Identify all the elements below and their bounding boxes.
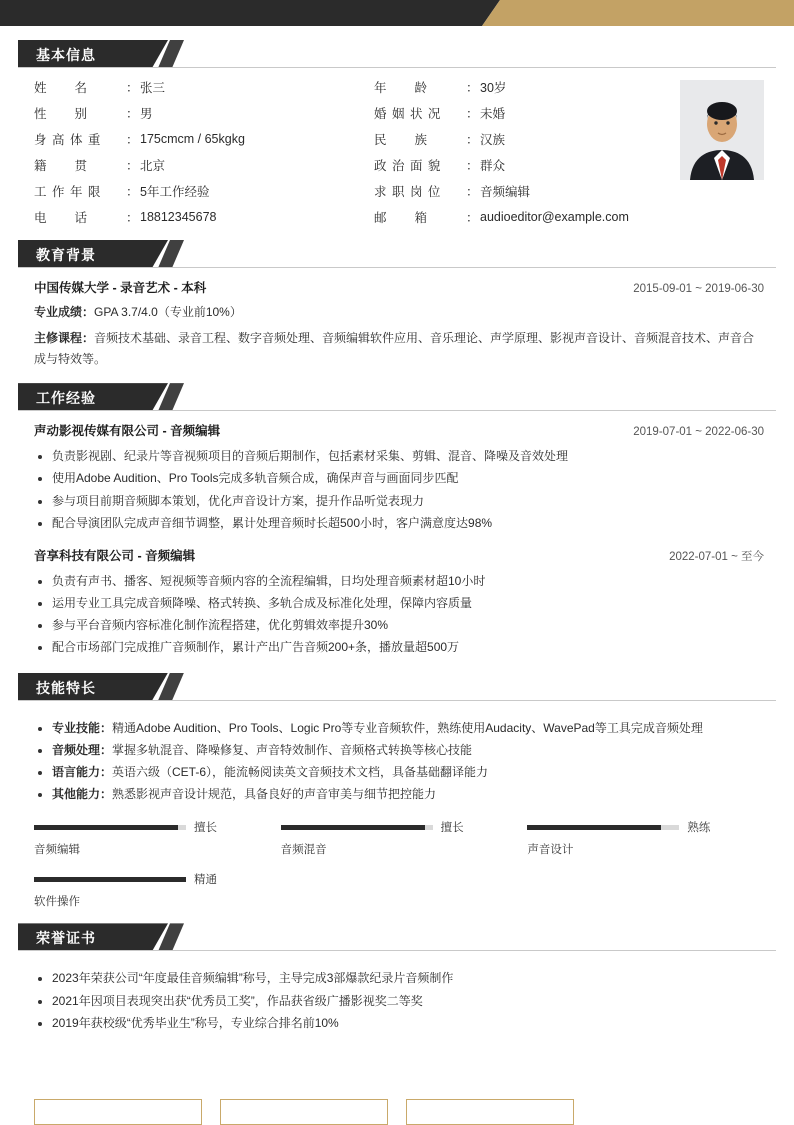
skill-bar-item [281,819,518,857]
info-label: 求 职 岗 位 [374,185,442,199]
info-colon: ： [466,159,479,173]
info-colon: ： [466,81,479,95]
list-item: • 负责有声书、播客、短视频等音频内容的全流程编辑，日均处理音频素材超10小时 [52,570,764,592]
honors-list [34,967,764,1034]
education-courses-value: 音频技术基础、录音工程、数字音频处理、音频编辑软件应用、音乐理论、声学原理、影视声音设计、音频混音技术、声音合成与特效等。 [34,331,755,366]
skill-bar-row [527,819,764,835]
top-decor-bar [0,0,794,26]
info-label: 身 高 体 重 [34,133,102,147]
section-body-honors [0,951,794,1034]
skill-bar-level: 擅长 [194,822,217,835]
section-rule [18,267,776,268]
info-item [374,208,764,226]
skill-bar-row [34,871,271,887]
skill-bar-fill [281,825,425,830]
section-rule [18,700,776,701]
info-value: 北京 [140,159,166,173]
skill-bar-name: 声音设计 [527,844,574,857]
section-rule [18,950,776,951]
list-item: • 使用Adobe Audition、Pro Tools完成多轨音频合成，确保声音与画面同步匹配 [52,467,764,489]
resume-content [0,26,794,1034]
list-item [52,783,764,805]
info-label: 电 话 [34,211,89,225]
info-label: 婚 姻 状 况 [374,107,442,121]
list-item: • 运用专业工具完成音频降噪、格式转换、多轨合成及标准化处理，保障内容质量 [52,592,764,614]
info-colon: ： [126,211,139,225]
info-value: 30岁 [480,81,507,95]
section-header-honors [18,923,776,951]
skill-bar-row [34,819,271,835]
section-title-basic: 基本信息 [36,47,96,63]
section-title-honors: 荣誉证书 [36,930,96,947]
education-gpa-value: GPA 3.7/4.0（专业前10%） [94,305,242,319]
list-item: • 参与平台音频内容标准化制作流程搭建，优化剪辑效率提升30% [52,614,764,636]
education-date: 2015-09-01 ~ 2019-06-30 [633,283,764,295]
certificate-placeholders [34,1099,574,1125]
info-value: audioeditor@example.com [480,210,629,224]
skill-bar-name: 软件操作 [34,896,80,909]
info-label: 年 龄 [374,81,429,95]
section-work [0,383,794,659]
avatar-illustration [680,80,764,180]
skill-bar-name: 音频混音 [280,844,327,857]
education-courses-label: 主修课程： [34,331,95,346]
info-value: 音频编辑 [480,185,531,199]
info-item [34,156,374,174]
info-colon: ： [126,81,139,95]
skill-value: 熟悉影视声音设计规范，具备良好的声音审美与细节把控能力 [112,787,437,802]
certificate-card [406,1099,574,1125]
skill-bar-level: 熟练 [687,822,711,835]
list-item [52,739,764,761]
section-rule [18,67,776,68]
skill-label: 专业技能： [52,720,113,735]
skill-bars [34,819,764,909]
section-body-work [0,411,794,659]
section-title-education: 教育背景 [36,247,96,263]
info-label: 工 作 年 限 [34,185,102,199]
education-gpa [34,302,764,322]
education-courses [34,328,764,369]
work-company: 音享科技有限公司 - 音频编辑 [34,548,196,563]
info-label: 姓 名 [34,81,89,95]
work-header [34,421,764,439]
list-item: • 2021年因项目表现突出获“优秀员工奖”，作品获省级广播影视奖二等奖 [52,990,764,1012]
skill-bar-item [34,819,271,857]
list-item: • 参与项目前期音频脚本策划，优化声音设计方案，提升作品听觉表现力 [52,490,764,512]
skill-bar-track [527,825,679,830]
info-colon: ： [126,159,139,173]
section-skills [0,673,794,910]
list-item: • 配合导演团队完成声音细节调整，累计处理音频时长超500小时，客户满意度达98% [52,512,764,534]
work-bullets [34,570,764,659]
info-value: 175cmcm / 65kgkg [140,132,245,146]
section-education [0,240,794,369]
info-value: 张三 [140,81,166,95]
avatar [680,80,764,180]
skill-label: 语言能力： [52,765,113,780]
education-gpa-label: 专业成绩： [34,305,95,319]
list-item [52,761,764,783]
section-body-education [0,268,794,369]
work-item [34,546,764,659]
work-company: 声动影视传媒有限公司 - 音频编辑 [34,424,221,439]
section-basic-info [0,40,794,226]
skill-bar-track [34,825,186,830]
skill-bar-item [34,871,271,909]
skill-bar-name: 音频编辑 [34,844,80,857]
section-title-skills: 技能特长 [36,679,96,696]
section-body-basic [0,68,794,226]
skill-label: 音频处理： [52,742,113,757]
skills-list [34,717,764,806]
skill-label: 其他能力： [52,787,113,802]
basic-info-wrap [34,78,764,226]
top-bar-dark [0,0,500,26]
info-colon: ： [466,211,479,225]
info-label: 邮 箱 [374,211,429,225]
work-header [34,546,764,564]
section-rule [18,410,776,411]
list-item [52,717,764,739]
info-colon: ： [466,107,479,121]
info-colon: ： [466,133,479,147]
skill-bar-fill [527,825,661,830]
info-value: 18812345678 [140,210,217,224]
list-item: • 2019年获校级“优秀毕业生”称号，专业综合排名前10% [52,1012,764,1034]
info-colon: ： [126,185,139,199]
skill-bar-fill [34,877,186,882]
certificate-card [34,1099,202,1125]
skill-bar-fill [34,825,178,830]
education-row [34,278,764,296]
info-colon: ： [126,133,139,147]
section-title-work: 工作经验 [36,390,96,407]
work-date: 2022-07-01 ~ 至今 [669,550,764,563]
info-item [34,78,374,96]
section-header-education [18,240,776,268]
info-item [34,208,374,226]
info-value: 男 [140,107,153,121]
info-label: 籍 贯 [34,159,89,173]
info-item [374,182,764,200]
skill-bar-track [34,877,186,882]
skill-bar-track [281,825,433,830]
info-value: 群众 [480,159,506,173]
info-item [34,104,374,122]
work-item [34,421,764,534]
skill-bar-level: 精通 [194,874,217,887]
info-colon: ： [466,185,479,199]
info-label: 性 别 [34,107,89,121]
section-body-skills [0,701,794,910]
info-item [34,182,374,200]
top-bar-gold [482,0,794,26]
section-header-basic [18,40,776,68]
info-label: 政 治 面 貌 [374,159,442,173]
info-value: 汉族 [480,133,506,147]
info-item [34,130,374,148]
list-item: • 配合市场部门完成推广音频制作，累计产出广告音频200+条，播放量超500万 [52,636,764,658]
section-honors [0,923,794,1034]
skill-value: 英语六级（CET-6），能流畅阅读英文音频技术文档，具备基础翻译能力 [112,765,489,780]
work-date: 2019-07-01 ~ 2022-06-30 [633,426,764,439]
skill-value: 掌握多轨混音、降噪修复、声音特效制作、音频格式转换等核心技能 [112,742,473,757]
skill-bar-row [281,819,518,835]
certificate-card [220,1099,388,1125]
skill-value: 精通Adobe Audition、Pro Tools、Logic Pro等专业音频软件，熟练使用Audacity、WavePad等工具完成音频处理 [112,720,703,735]
basic-info-grid [34,78,764,226]
info-label: 民 族 [374,133,429,147]
info-value: 5年工作经验 [140,185,210,199]
info-value: 未婚 [480,107,506,121]
section-header-skills [18,673,776,701]
work-bullets [34,445,764,534]
skill-bar-level: 擅长 [440,822,464,835]
list-item: • 2023年荣获公司“年度最佳音频编辑”称号，主导完成3部爆款纪录片音频制作 [52,967,764,989]
education-school: 中国传媒大学 - 录音艺术 - 本科 [34,281,207,295]
skill-bar-item [527,819,764,857]
list-item: • 负责影视剧、纪录片等音视频项目的音频后期制作，包括素材采集、剪辑、混音、降噪及音效处理 [52,445,764,467]
info-colon: ： [126,107,139,121]
section-header-work [18,383,776,411]
